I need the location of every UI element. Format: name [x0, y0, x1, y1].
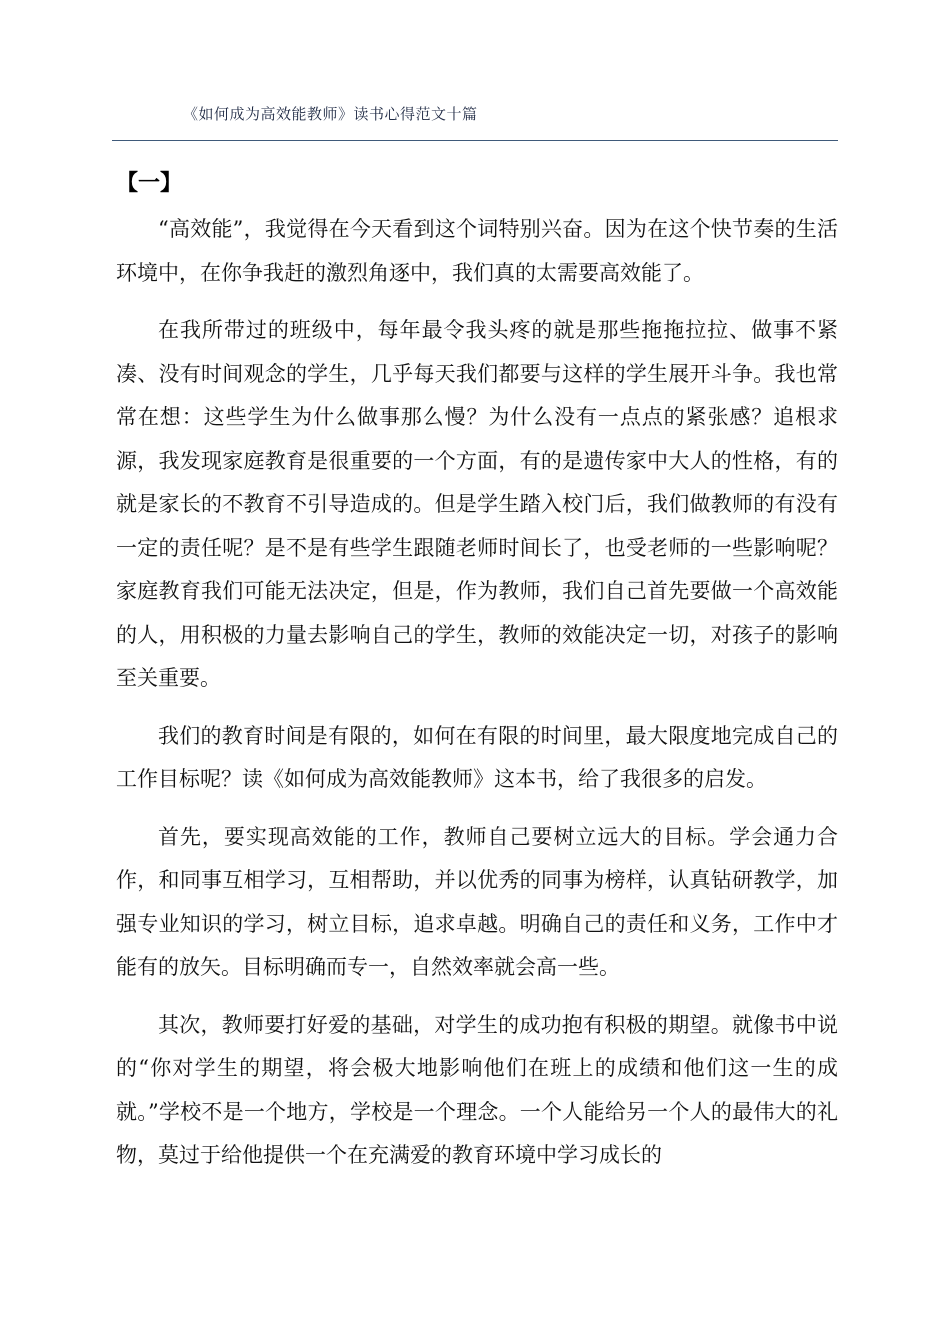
- header-divider: [112, 140, 838, 141]
- article-body: [116, 208, 838, 1192]
- paragraph-3: 我们的教育时间是有限的，如何在有限的时间里，最大限度地完成自己的工作目标呢？读《如何成为高效能教师》这本书，给了我很多的启发。: [116, 723, 838, 791]
- section-heading: 【一】: [116, 170, 183, 196]
- paragraph-5: 其次，教师要打好爱的基础，对学生的成功抱有积极的期望。就像书中说的“你对学生的期望，将会极大地影响他们在班上的成绩和他们这一生的成就。”学校不是一个地方，学校是一个理念。一个人能给另一个人的最伟大的礼物，莫过于给他提供一个在充满爱的教育环境中学习成长的: [116, 1012, 838, 1167]
- running-header: 《如何成为高效能教师》读书心得范文十篇: [183, 105, 478, 123]
- paragraph-2: 在我所带过的班级中，每年最令我头疼的就是那些拖拖拉拉、做事不紧凑、没有时间观念的学生，几乎每天我们都要与这样的学生展开斗争。我也常常在想：这些学生为什么做事那么慢？为什么没有一点点的紧张感？追根求源，我发现家庭教育是很重要的一个方面，有的是遗传家中大人的性格，有的就是家长的不教育不引导造成的。但是学生踏入校门后，我们做教师的有没有一定的责任呢？是不是有些学生跟随老师时间长了，也受老师的一些影响呢？家庭教育我们可能无法决定，但是，作为教师，我们自己首先要做一个高效能的人，用积极的力量去影响自己的学生，教师的效能决定一切，对孩子的影响至关重要。: [116, 318, 838, 690]
- paragraph-1: “高效能”，我觉得在今天看到这个词特别兴奋。因为在这个快节奏的生活环境中，在你争我赶的激烈角逐中，我们真的太需要高效能了。: [116, 217, 838, 285]
- paragraph-4: 首先，要实现高效能的工作，教师自己要树立远大的目标。学会通力合作，和同事互相学习，互相帮助，并以优秀的同事为榜样，认真钻研教学，加强专业知识的学习，树立目标，追求卓越。明确自己的责任和义务，工作中才能有的放矢。目标明确而专一，自然效率就会高一些。: [116, 824, 838, 979]
